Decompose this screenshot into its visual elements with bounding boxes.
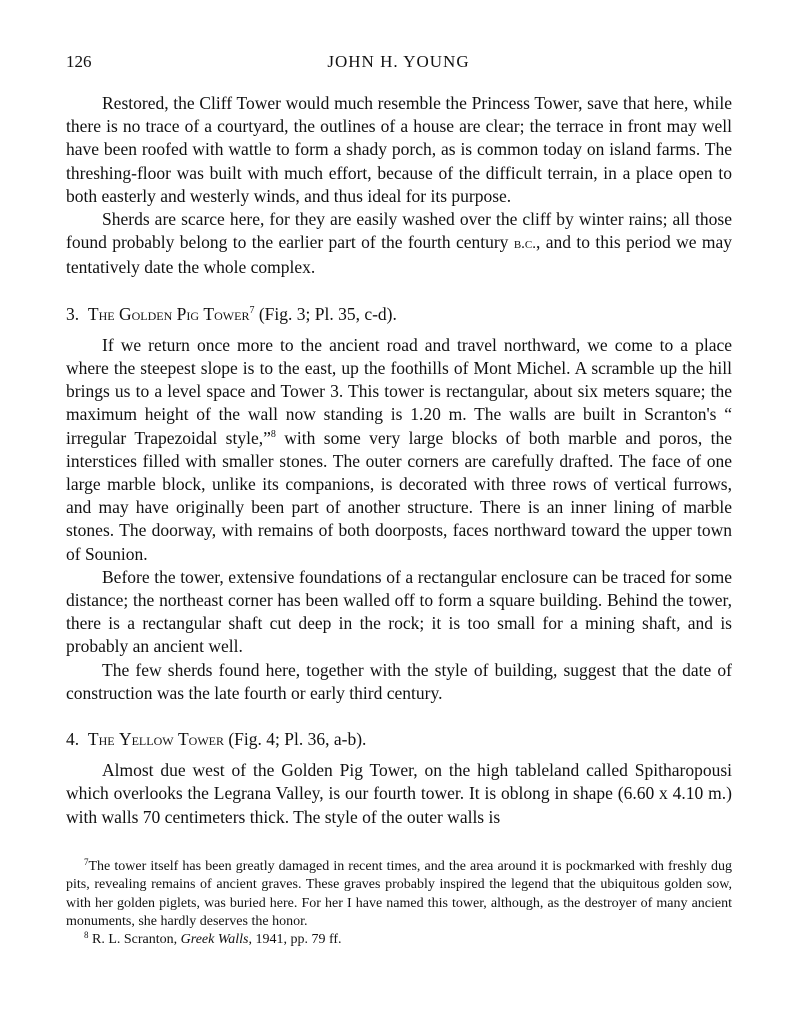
paragraph-text: , and to this period we may tentatively date the whole complex. [66, 232, 732, 278]
paragraph-yellow-tower-1: Almost due west of the Golden Pig Tower, on the high tableland called Spitharopousi which overlooks the Legrana Valley, is our fourth tower. It is oblong in shape (6.60 x 4.10 m.) with walls 70 centimeters thick. The style of the outer walls is [66, 760, 732, 827]
cited-work-title: Greek Walls [180, 932, 249, 948]
paragraph-golden-pig-1 [66, 334, 732, 566]
footnote-ref-7[interactable]: 7 [249, 304, 255, 316]
section-title: The Golden Pig Tower [87, 303, 250, 324]
running-head [0, 52, 797, 78]
footnote-text: , 1941, pp. 79 ff. [248, 932, 342, 948]
body-text [66, 92, 732, 829]
section-title: The Yellow Tower [87, 729, 224, 750]
running-title: JOHN H. YOUNG [327, 52, 470, 71]
section-number: 3. [66, 303, 80, 324]
footnote-mark: 7 [84, 857, 89, 867]
footnote-text: R. L. Scranton, [92, 932, 178, 948]
footnote-7 [66, 858, 732, 931]
footnote-mark: 8 [84, 930, 89, 941]
section-heading-4 [66, 728, 732, 751]
figure-refs: (Fig. 4; Pl. 36, a-b). [228, 729, 367, 750]
page-number: 126 [66, 52, 92, 71]
paragraph-cliff-tower-2 [66, 208, 732, 280]
footnote-text: The tower itself has been greatly damaged in recent times, and the area around it is pockmarked with freshly dug pits, revealing remains of ancient graves. These graves probably inspired the legend that the ubiquitous golden sow, with her golden piglets, was buried here. For her I have named this tower, although, as the destroyer of many ancient monuments, she hardly deserves the honor. [66, 859, 732, 929]
footnotes [66, 858, 732, 949]
footnote-8 [66, 931, 732, 949]
era-abbreviation: b.c. [513, 236, 536, 253]
paragraph-text: Sherds are scarce here, for they are easily washed over the cliff by winter rains; all those found probably belong to the earlier part of the fourth century [66, 209, 732, 253]
footnote-ref-8[interactable]: 8 [270, 428, 276, 440]
paragraph-text: If we return once more to the ancient road and travel northward, we come to a place where the steepest slope is to the east, up the foothills of Mont Michel. A scramble up the hill brings us to a level space and Tower 3. This tower is rectangular, about six meters square; the maximum height of the wall now standing is 1.20 m. The walls are built in Scranton's “ irregular Trapezoidal style,” [66, 334, 732, 448]
paragraph-golden-pig-3: The few sherds found here, together with the style of building, suggest that the date of construction was the late fourth or early third century. [66, 659, 732, 703]
paragraph-text: with some very large blocks of both marble and poros, the interstices filled with smaller stones. The outer corners are carefully drafted. The face of one large marble block, unlike its companions, is decorated with three rows of vertical furrows, and may have originally been part of another structure. There is an inner lining of marble stones. The doorway, with remains of both doorposts, faces northward toward the upper town of Sounion. [66, 427, 732, 564]
section-number: 4. [66, 729, 80, 750]
paragraph-cliff-tower-1: Restored, the Cliff Tower would much resemble the Princess Tower, save that here, while there is no trace of a courtyard, the outlines of a house are clear; the terrace in front may well have been roofed with wattle to form a shady porch, as is common today on island farms. The threshing-floor was built with much effort, because of the difficult terrain, in a place open to both easterly and westerly winds, and thus ideal for its purpose. [66, 93, 732, 206]
paragraph-golden-pig-2: Before the tower, extensive foundations of a rectangular enclosure can be traced for some distance; the northeast corner has been walled off to form a square building. Behind the tower, there is a rectangular shaft cut deep in the rock; it is too small for a mining shaft, and is probably an ancient well. [66, 566, 732, 657]
section-heading-3 [66, 303, 732, 326]
figure-refs: (Fig. 3; Pl. 35, c-d). [258, 303, 397, 324]
